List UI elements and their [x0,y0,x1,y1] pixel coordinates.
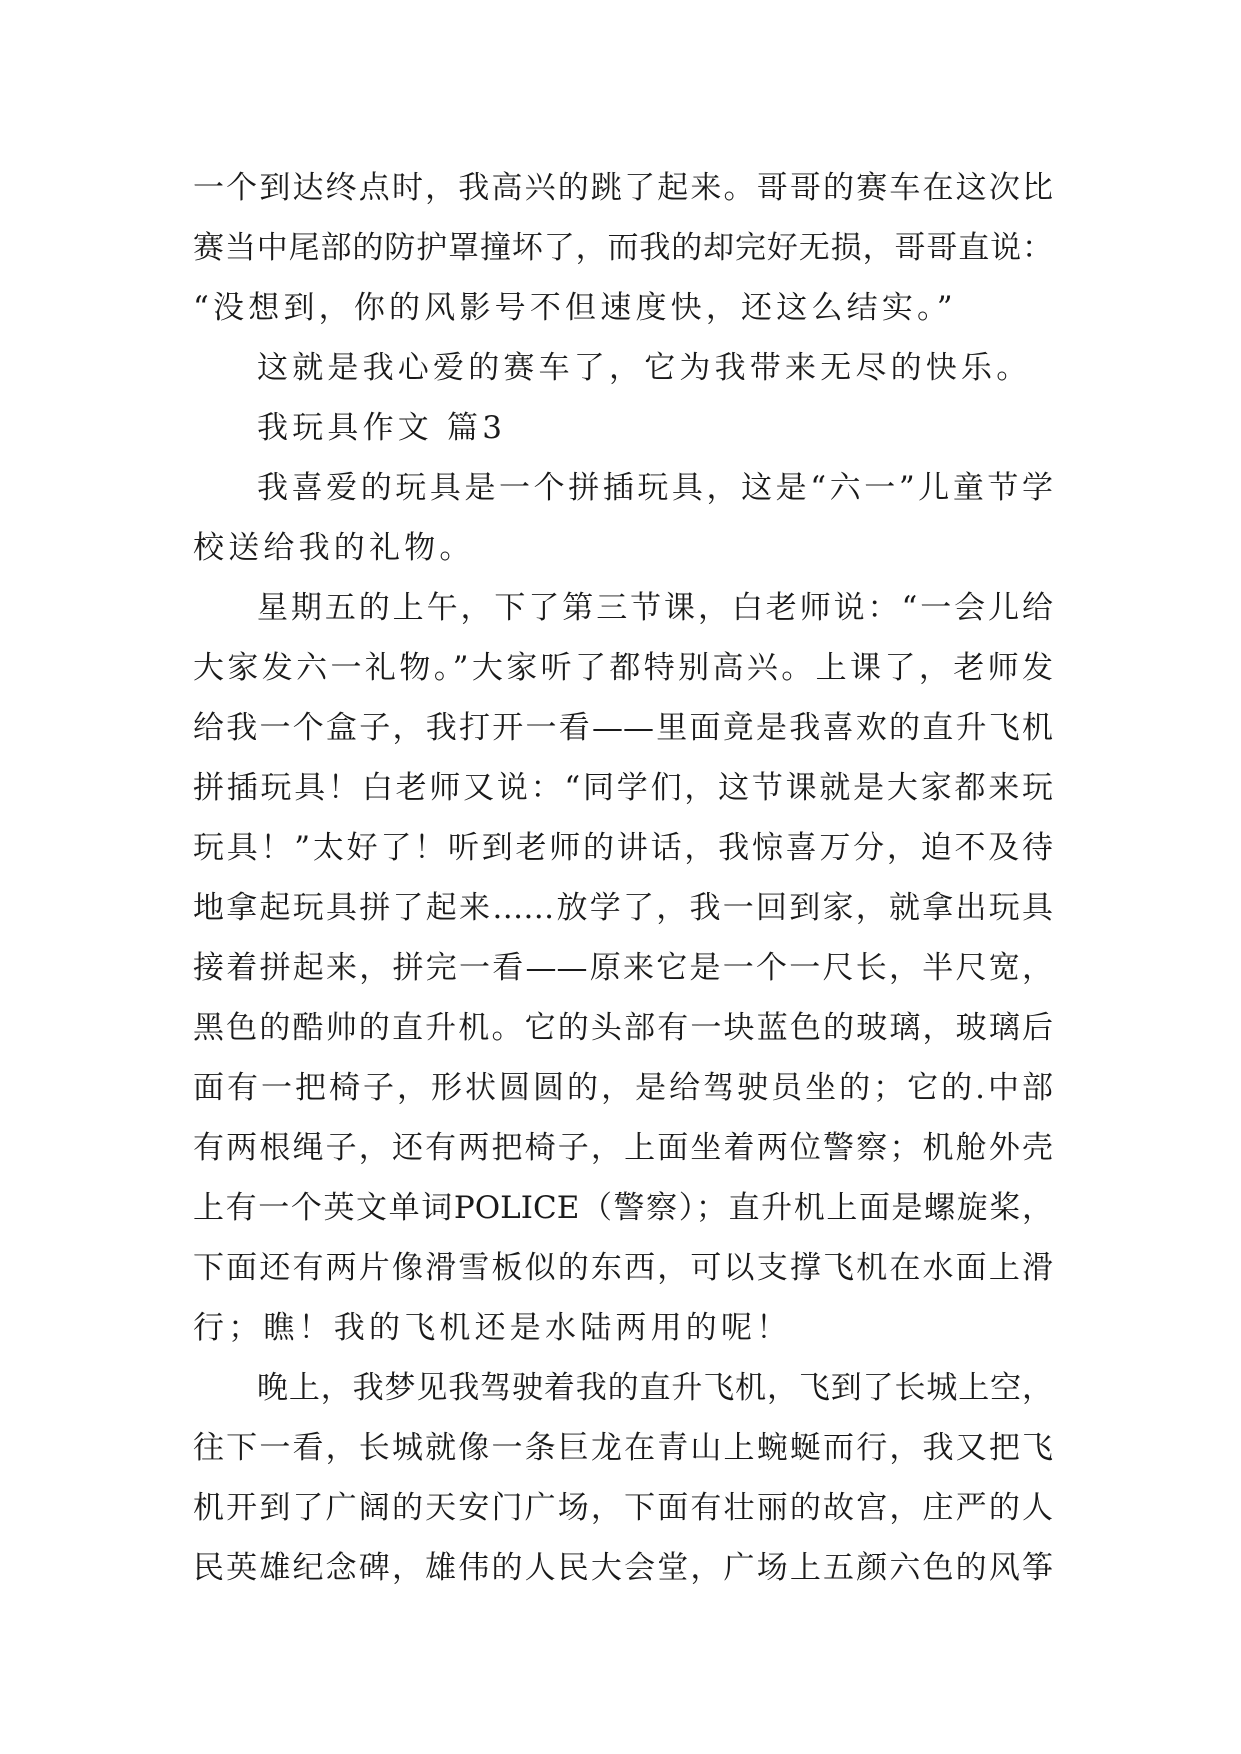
essay-body [193,158,1053,1598]
text-line: 晚上，我梦见我驾驶着我的直升飞机，飞到了长城上空， [257,1370,1053,1406]
text-line: 星期五的上午，下了第三节课，白老师说：“一会儿给 [257,590,1053,626]
text-line: 一个到达终点时，我高兴的跳了起来。哥哥的赛车在这次比 [193,170,1053,206]
section-heading: 我玩具作文 篇3 [257,410,507,446]
text-line: 行；瞧！我的飞机还是水陆两用的呢！ [193,1310,792,1346]
text-line: 地拿起玩具拼了起来……放学了，我一回到家，就拿出玩具 [193,890,1053,926]
text-line: 有两根绳子，还有两把椅子，上面坐着两位警察；机舱外壳 [193,1130,1053,1166]
text-line: 上有一个英文单词POLICE（警察）；直升机上面是螺旋桨， [193,1190,1053,1226]
text-line: 接着拼起来，拼完一看——原来它是一个一尺长，半尺宽， [193,950,1053,986]
text-line: 给我一个盒子，我打开一看——里面竟是我喜欢的直升飞机 [193,710,1053,746]
text-line: 拼插玩具！白老师又说：“同学们，这节课就是大家都来玩 [193,770,1053,806]
text-line: “没想到，你的风影号不但速度快，还这么结实。” [193,290,957,326]
text-line: 玩具！”太好了！听到老师的讲话，我惊喜万分，迫不及待 [193,830,1053,866]
text-line: 大家发六一礼物。”大家听了都特别高兴。上课了，老师发 [193,650,1053,686]
text-line: 机开到了广阔的天安门广场，下面有壮丽的故宫，庄严的人 [193,1490,1053,1526]
text-line: 下面还有两片像滑雪板似的东西，可以支撑飞机在水面上滑 [193,1250,1053,1286]
text-line: 民英雄纪念碑，雄伟的人民大会堂，广场上五颜六色的风筝 [193,1550,1053,1586]
text-line: 赛当中尾部的防护罩撞坏了，而我的却完好无损，哥哥直说： [193,230,1053,266]
text-line: 我喜爱的玩具是一个拼插玩具，这是“六一”儿童节学 [257,470,1053,506]
text-line: 面有一把椅子，形状圆圆的，是给驾驶员坐的；它的.中部 [193,1070,1053,1106]
text-line: 往下一看，长城就像一条巨龙在青山上蜿蜒而行，我又把飞 [193,1430,1053,1466]
text-line: 校送给我的礼物。 [193,530,475,566]
text-line: 这就是我心爱的赛车了，它为我带来无尽的快乐。 [257,350,1032,386]
text-line: 黑色的酷帅的直升机。它的头部有一块蓝色的玻璃，玻璃后 [193,1010,1053,1046]
